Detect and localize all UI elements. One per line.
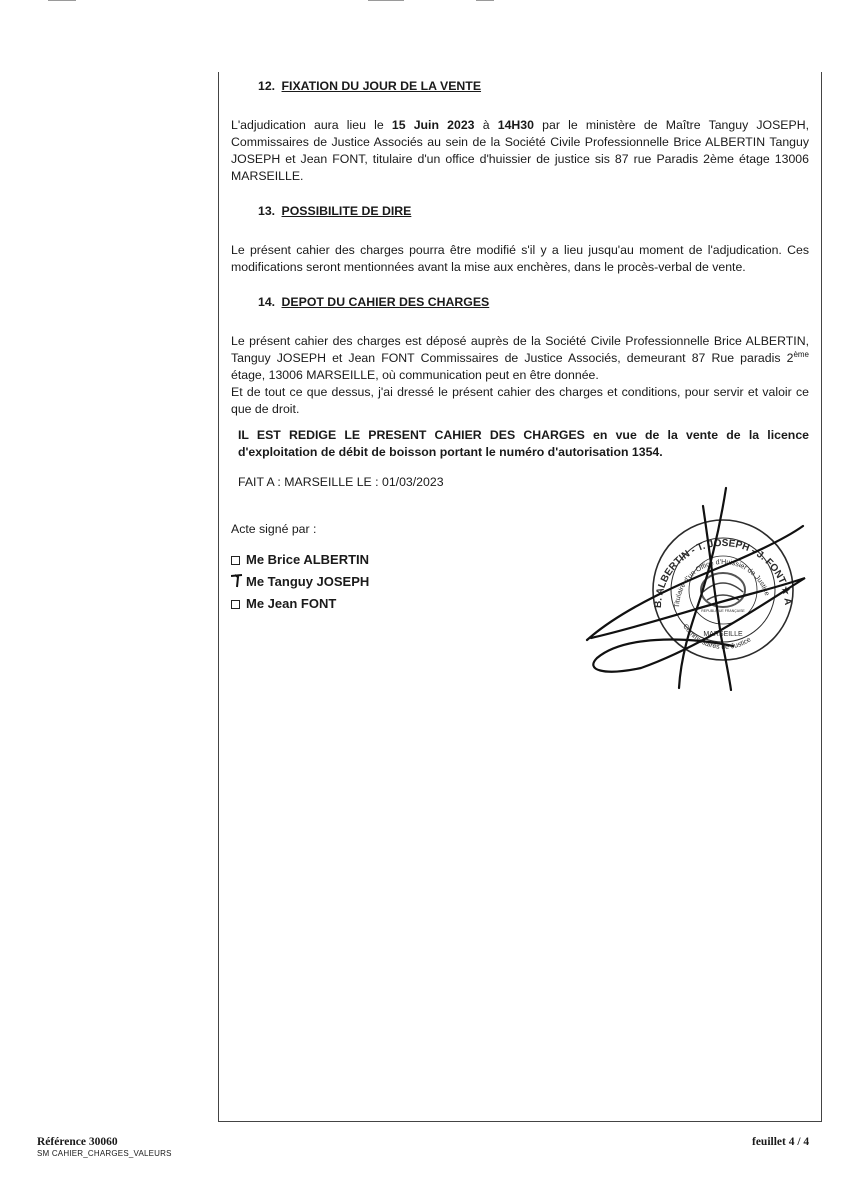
place-date-line: FAIT A : MARSEILLE LE : 01/03/2023 [238,475,444,489]
checkbox-unchecked-icon [231,556,240,565]
section-heading-12 [258,78,809,95]
stamp-city: MARSEILLE [703,631,743,638]
modification-paragraph: Le présent cahier des charges pourra être modifié s'il y a lieu jusqu'au moment de l'adjudication. Ces modifications seront mentionnées avant la mise aux enchères, dans le procès-verbal de vente. [231,243,809,274]
section-title: DEPOT DU CAHIER DES CHARGES [281,295,490,309]
svg-text:Titulaire d'un Office d'Huissi: Titulaire d'un Office d'Huissier de Justice [673,558,771,609]
sale-date: 15 Juin 2023 [391,118,475,132]
section-heading-14 [258,294,809,311]
section-number: 12. [258,79,276,93]
document-code: SM CAHIER_CHARGES_VALEURS [37,1149,172,1158]
section-title: POSSIBILITE DE DIRE [281,204,412,218]
redige-statement: IL EST REDIGE LE PRESENT CAHIER DES CHARGES en vue de la vente de la licence d'exploitation de débit de boisson portant le numéro d'autorisation 1354. [238,428,809,459]
scan-mark [48,0,76,1]
section-number: 14. [258,295,276,309]
section-heading-13 [258,203,809,220]
signer-joseph: Me Tanguy JOSEPH [231,571,809,593]
section-title: FIXATION DU JOUR DE LA VENTE [281,79,482,93]
section-number: 13. [258,204,276,218]
sale-date-paragraph: L'adjudication aura lieu le 15 Juin 2023 à 14H30 par le ministère de Maître Tanguy JOSEPH, Commissaires de Justice Associés au sein de la Société Civile Professionnelle Brice ALBERTIN Tanguy JOSEPH et Jean FONT, titulaire d'un office d'huissier de justice sis 87 rue Paradis 2ème étage 13006 MARSEILLE. [231,118,810,183]
page-number: feuillet 4 / 4 [752,1136,810,1148]
handwritten-signature [587,488,805,690]
checkbox-unchecked-icon [231,600,240,609]
footer-reference-block [37,1136,172,1158]
deposit-paragraph: Le présent cahier des charges est déposé auprès de la Société Civile Professionnelle Brice ALBERTIN, Tanguy JOSEPH et Jean FONT Commissaires de Justice Associés, demeurant 87 Rue paradis 2ème étage, 13006 MARSEILLE, où communication peut en être donnée. [231,334,809,382]
svg-text:B. ALBERTIN - T. JOSEPH - J. F: B. ALBERTIN - T. JOSEPH - J. FONT ★ A [652,537,794,609]
official-stamp-with-signature [583,486,808,696]
stamp-center: REPUBLIQUE FRANÇAISE [701,609,745,613]
signed-by-label: Acte signé par : [231,522,317,536]
checkmark-icon [231,574,242,590]
svg-text:Commissaires de Justice: Commissaires de Justice [681,623,753,652]
reference-number: Référence 30060 [37,1136,118,1148]
sale-time: 14H30 [497,118,534,132]
scan-mark [368,0,404,1]
scan-mark [476,0,494,1]
closing-paragraph: Et de tout ce que dessus, j'ai dressé le présent cahier des charges et conditions, pour servir et valoir ce que de droit. [231,385,809,416]
signer-albertin: Me Brice ALBERTIN [231,549,809,571]
signer-font: Me Jean FONT [231,593,809,615]
